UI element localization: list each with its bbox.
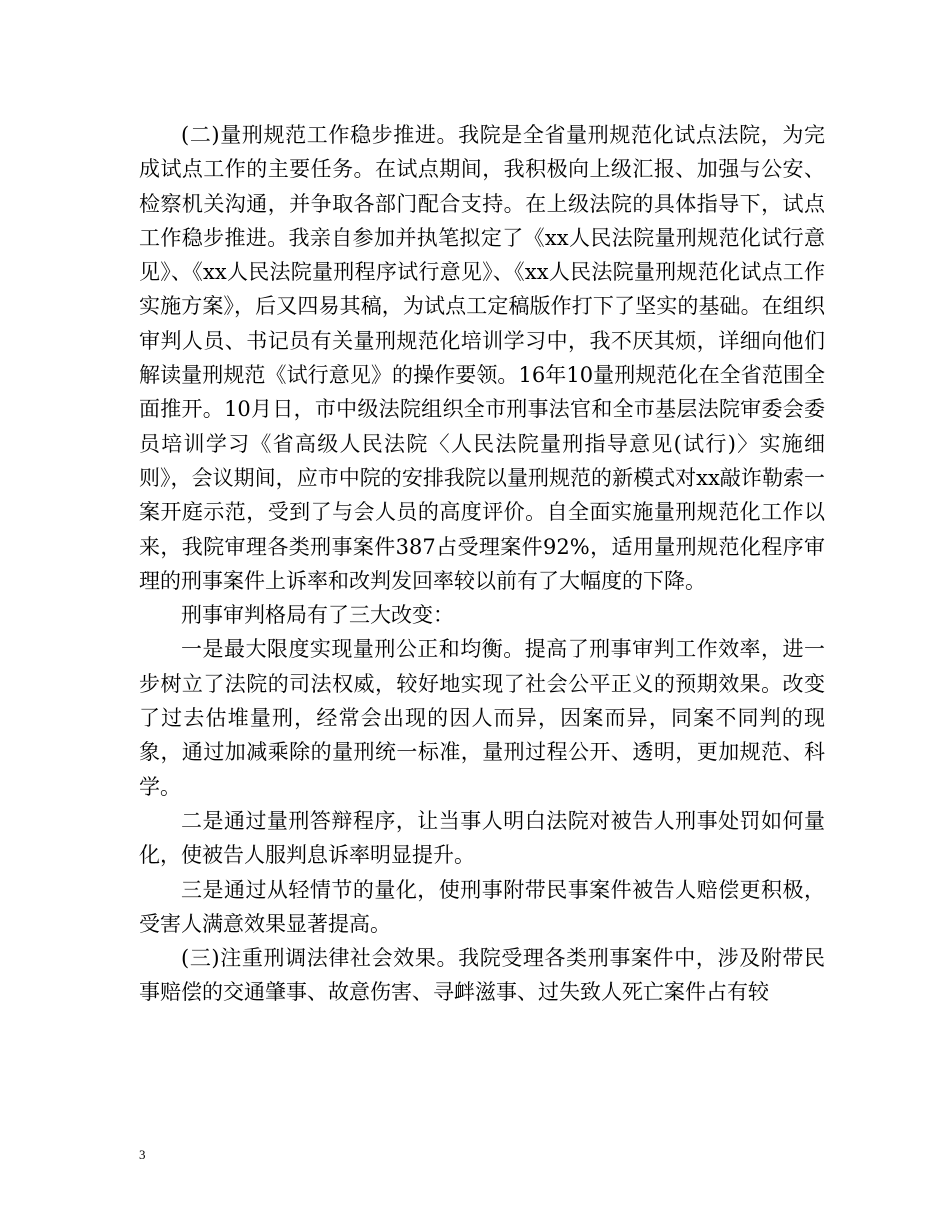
- paragraph-change-two: 二是通过量刑答辩程序，让当事人明白法院对被告人刑事处罚如何量化，使被告人服判息诉率明显提升。: [139, 808, 825, 868]
- paragraph-sentencing-standardization: (二)量刑规范工作稳步推进。我院是全省量刑规范化试点法院，为完成试点工作的主要任务。在试点期间，我积极向上级汇报、加强与公安、检察机关沟通，并争取各部门配合支持。在上级法院的具体指导下，试点工作稳步推进。我亲自参加并执笔拟定了《xx人民法院量刑规范化试行意见》、《xx人民法院量刑程序试行意见》、《xx人民法院量刑规范化试点工作实施方案》，后又四易其稿，为试点工定稿版作打下了坚实的基础。在组织审判人员、书记员有关量刑规范化培训学习中，我不厌其烦，详细向他们解读量刑规范《试行意见》的操作要领。16年10量刑规范化在全省范围全面推开。10月日，市中级法院组织全市刑事法官和全市基层法院审委会委员培训学习《省高级人民法院〈人民法院量刑指导意见(试行)〉实施细则》，会议期间，应市中院的安排我院以量刑规范的新模式对xx敲诈勒索一案开庭示范，受到了与会人员的高度评价。自全面实施量刑规范化工作以来，我院审理各类刑事案件387占受理案件92%，适用量刑规范化程序审理的刑事案件上诉率和改判发回率较以前有了大幅度的下降。: [139, 123, 825, 593]
- paragraph-social-effect: (三)注重刑调法律社会效果。我院受理各类刑事案件中，涉及附带民事赔偿的交通肇事、故意伤害、寻衅滋事、过失致人死亡案件占有较: [139, 946, 825, 1005]
- page-number: 3: [139, 1147, 146, 1162]
- document-body: [139, 118, 825, 1010]
- paragraph-change-three: 三是通过从轻情节的量化，使刑事附带民事案件被告人赔偿更积极，受害人满意效果显著提高。: [139, 877, 825, 936]
- paragraph-change-one: 一是最大限度实现量刑公正和均衡。提高了刑事审判工作效率，进一步树立了法院的司法权威，较好地实现了社会公平正义的预期效果。改变了过去估堆量刑，经常会出现的因人而异，因案而异，同案不同判的现象，通过加减乘除的量刑统一标准，量刑过程公开、透明，更加规范、科学。: [139, 637, 825, 799]
- paragraph-three-changes-intro: 刑事审判格局有了三大改变：: [181, 603, 454, 628]
